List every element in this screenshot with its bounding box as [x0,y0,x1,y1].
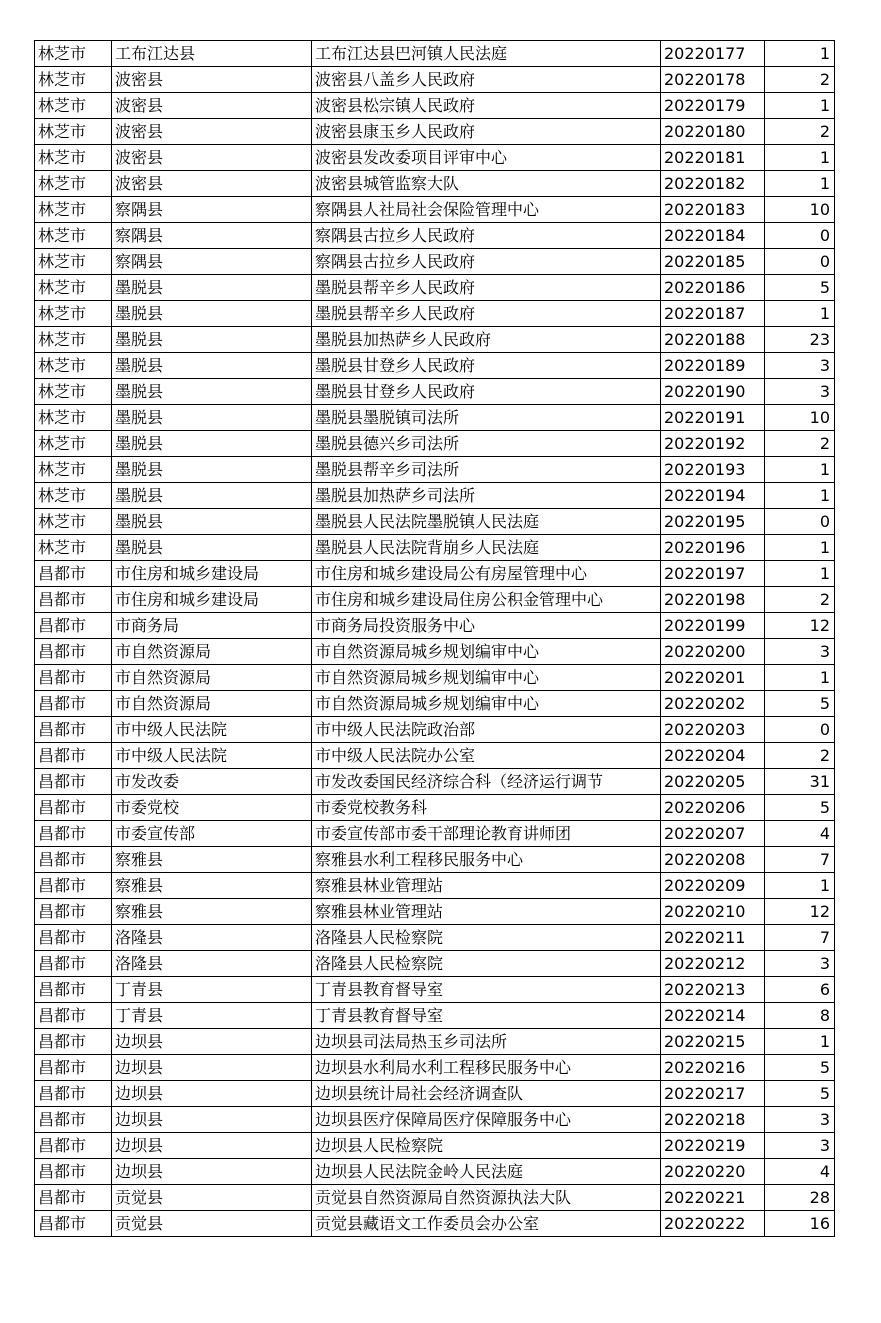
data-table [34,40,835,1237]
county-cell: 墨脱县 [112,275,312,301]
unit-cell: 市发改委国民经济综合科（经济运行调节 [312,769,661,795]
unit-cell: 市中级人民法院政治部 [312,717,661,743]
table-row [35,93,835,119]
code-cell: 20220188 [661,327,765,353]
unit-cell: 市自然资源局城乡规划编审中心 [312,665,661,691]
count-cell: 4 [765,1159,835,1185]
code-cell: 20220180 [661,119,765,145]
city-cell: 林芝市 [35,223,112,249]
city-cell: 林芝市 [35,483,112,509]
table-row [35,873,835,899]
code-cell: 20220202 [661,691,765,717]
unit-cell: 波密县松宗镇人民政府 [312,93,661,119]
city-cell: 昌都市 [35,1003,112,1029]
code-cell: 20220215 [661,1029,765,1055]
city-cell: 昌都市 [35,1133,112,1159]
county-cell: 市住房和城乡建设局 [112,587,312,613]
county-cell: 察隅县 [112,197,312,223]
city-cell: 林芝市 [35,431,112,457]
count-cell: 1 [765,1029,835,1055]
county-cell: 贡觉县 [112,1211,312,1237]
city-cell: 昌都市 [35,691,112,717]
county-cell: 边坝县 [112,1159,312,1185]
county-cell: 波密县 [112,93,312,119]
count-cell: 3 [765,639,835,665]
county-cell: 边坝县 [112,1055,312,1081]
table-row [35,795,835,821]
unit-cell: 市委党校教务科 [312,795,661,821]
unit-cell: 市住房和城乡建设局住房公积金管理中心 [312,587,661,613]
count-cell: 8 [765,1003,835,1029]
unit-cell: 察雅县水利工程移民服务中心 [312,847,661,873]
code-cell: 20220201 [661,665,765,691]
county-cell: 市自然资源局 [112,691,312,717]
table-row [35,951,835,977]
code-cell: 20220185 [661,249,765,275]
count-cell: 2 [765,67,835,93]
table-row [35,41,835,67]
city-cell: 昌都市 [35,795,112,821]
county-cell: 丁青县 [112,977,312,1003]
code-cell: 20220189 [661,353,765,379]
code-cell: 20220182 [661,171,765,197]
table-row [35,743,835,769]
unit-cell: 边坝县统计局社会经济调查队 [312,1081,661,1107]
city-cell: 林芝市 [35,327,112,353]
count-cell: 2 [765,743,835,769]
county-cell: 市委宣传部 [112,821,312,847]
city-cell: 林芝市 [35,249,112,275]
count-cell: 2 [765,119,835,145]
unit-cell: 察隅县人社局社会保险管理中心 [312,197,661,223]
city-cell: 昌都市 [35,665,112,691]
unit-cell: 市中级人民法院办公室 [312,743,661,769]
table-row [35,67,835,93]
table-row [35,275,835,301]
count-cell: 3 [765,951,835,977]
table-row [35,717,835,743]
count-cell: 1 [765,457,835,483]
table-row [35,847,835,873]
county-cell: 墨脱县 [112,405,312,431]
county-cell: 察雅县 [112,899,312,925]
code-cell: 20220198 [661,587,765,613]
city-cell: 林芝市 [35,171,112,197]
count-cell: 5 [765,691,835,717]
table-row [35,977,835,1003]
code-cell: 20220214 [661,1003,765,1029]
unit-cell: 市自然资源局城乡规划编审中心 [312,639,661,665]
count-cell: 5 [765,795,835,821]
count-cell: 1 [765,873,835,899]
table-row [35,405,835,431]
county-cell: 波密县 [112,119,312,145]
county-cell: 边坝县 [112,1133,312,1159]
code-cell: 20220196 [661,535,765,561]
city-cell: 林芝市 [35,67,112,93]
code-cell: 20220200 [661,639,765,665]
unit-cell: 波密县康玉乡人民政府 [312,119,661,145]
city-cell: 昌都市 [35,873,112,899]
county-cell: 波密县 [112,171,312,197]
count-cell: 2 [765,431,835,457]
unit-cell: 边坝县水利局水利工程移民服务中心 [312,1055,661,1081]
count-cell: 1 [765,535,835,561]
unit-cell: 墨脱县德兴乡司法所 [312,431,661,457]
unit-cell: 墨脱县人民法院墨脱镇人民法庭 [312,509,661,535]
unit-cell: 墨脱县帮辛乡人民政府 [312,275,661,301]
table-row [35,483,835,509]
count-cell: 0 [765,509,835,535]
count-cell: 12 [765,613,835,639]
unit-cell: 墨脱县帮辛乡人民政府 [312,301,661,327]
count-cell: 10 [765,405,835,431]
table-row [35,587,835,613]
unit-cell: 边坝县医疗保障局医疗保障服务中心 [312,1107,661,1133]
count-cell: 5 [765,275,835,301]
unit-cell: 察隅县古拉乡人民政府 [312,249,661,275]
table-row [35,1159,835,1185]
table-row [35,1081,835,1107]
unit-cell: 波密县八盖乡人民政府 [312,67,661,93]
unit-cell: 丁青县教育督导室 [312,977,661,1003]
unit-cell: 市商务局投资服务中心 [312,613,661,639]
unit-cell: 察雅县林业管理站 [312,899,661,925]
city-cell: 昌都市 [35,769,112,795]
county-cell: 市住房和城乡建设局 [112,561,312,587]
count-cell: 16 [765,1211,835,1237]
county-cell: 墨脱县 [112,457,312,483]
county-cell: 市中级人民法院 [112,743,312,769]
table-row [35,197,835,223]
unit-cell: 察隅县古拉乡人民政府 [312,223,661,249]
code-cell: 20220186 [661,275,765,301]
county-cell: 墨脱县 [112,509,312,535]
table-row [35,223,835,249]
code-cell: 20220183 [661,197,765,223]
city-cell: 林芝市 [35,509,112,535]
code-cell: 20220199 [661,613,765,639]
city-cell: 林芝市 [35,457,112,483]
table-row [35,1133,835,1159]
city-cell: 昌都市 [35,561,112,587]
code-cell: 20220204 [661,743,765,769]
city-cell: 林芝市 [35,41,112,67]
count-cell: 23 [765,327,835,353]
city-cell: 昌都市 [35,847,112,873]
city-cell: 昌都市 [35,951,112,977]
city-cell: 昌都市 [35,1211,112,1237]
table-row [35,327,835,353]
count-cell: 6 [765,977,835,1003]
code-cell: 20220221 [661,1185,765,1211]
table-row [35,1185,835,1211]
city-cell: 昌都市 [35,1185,112,1211]
count-cell: 7 [765,847,835,873]
count-cell: 1 [765,41,835,67]
city-cell: 林芝市 [35,405,112,431]
unit-cell: 贡觉县藏语文工作委员会办公室 [312,1211,661,1237]
table-row [35,639,835,665]
count-cell: 1 [765,301,835,327]
county-cell: 市自然资源局 [112,639,312,665]
unit-cell: 市自然资源局城乡规划编审中心 [312,691,661,717]
code-cell: 20220177 [661,41,765,67]
county-cell: 边坝县 [112,1029,312,1055]
code-cell: 20220203 [661,717,765,743]
code-cell: 20220218 [661,1107,765,1133]
table-row [35,1107,835,1133]
table-row [35,249,835,275]
county-cell: 墨脱县 [112,301,312,327]
code-cell: 20220207 [661,821,765,847]
unit-cell: 工布江达县巴河镇人民法庭 [312,41,661,67]
unit-cell: 墨脱县人民法院背崩乡人民法庭 [312,535,661,561]
unit-cell: 洛隆县人民检察院 [312,951,661,977]
table-row [35,535,835,561]
county-cell: 丁青县 [112,1003,312,1029]
count-cell: 1 [765,483,835,509]
code-cell: 20220184 [661,223,765,249]
unit-cell: 边坝县人民检察院 [312,1133,661,1159]
county-cell: 工布江达县 [112,41,312,67]
city-cell: 林芝市 [35,197,112,223]
city-cell: 昌都市 [35,743,112,769]
county-cell: 墨脱县 [112,535,312,561]
code-cell: 20220219 [661,1133,765,1159]
unit-cell: 墨脱县甘登乡人民政府 [312,379,661,405]
county-cell: 边坝县 [112,1107,312,1133]
code-cell: 20220209 [661,873,765,899]
unit-cell: 波密县城管监察大队 [312,171,661,197]
table-row [35,171,835,197]
count-cell: 3 [765,379,835,405]
code-cell: 20220197 [661,561,765,587]
city-cell: 昌都市 [35,925,112,951]
unit-cell: 察雅县林业管理站 [312,873,661,899]
county-cell: 边坝县 [112,1081,312,1107]
city-cell: 昌都市 [35,821,112,847]
table-row [35,613,835,639]
unit-cell: 丁青县教育督导室 [312,1003,661,1029]
county-cell: 墨脱县 [112,431,312,457]
count-cell: 28 [765,1185,835,1211]
city-cell: 林芝市 [35,93,112,119]
count-cell: 1 [765,93,835,119]
count-cell: 1 [765,665,835,691]
city-cell: 林芝市 [35,535,112,561]
city-cell: 昌都市 [35,587,112,613]
table-row [35,899,835,925]
count-cell: 10 [765,197,835,223]
table-row [35,379,835,405]
table-row [35,665,835,691]
code-cell: 20220179 [661,93,765,119]
table-row [35,353,835,379]
count-cell: 1 [765,171,835,197]
code-cell: 20220194 [661,483,765,509]
code-cell: 20220192 [661,431,765,457]
code-cell: 20220206 [661,795,765,821]
table-row [35,1029,835,1055]
county-cell: 市商务局 [112,613,312,639]
unit-cell: 边坝县司法局热玉乡司法所 [312,1029,661,1055]
county-cell: 市委党校 [112,795,312,821]
code-cell: 20220187 [661,301,765,327]
count-cell: 0 [765,717,835,743]
table-row [35,431,835,457]
table-row [35,769,835,795]
county-cell: 墨脱县 [112,379,312,405]
city-cell: 昌都市 [35,1081,112,1107]
count-cell: 4 [765,821,835,847]
county-cell: 波密县 [112,145,312,171]
county-cell: 察雅县 [112,847,312,873]
county-cell: 洛隆县 [112,925,312,951]
count-cell: 0 [765,249,835,275]
table-row [35,691,835,717]
count-cell: 3 [765,1133,835,1159]
county-cell: 察隅县 [112,223,312,249]
table-row [35,119,835,145]
city-cell: 昌都市 [35,1107,112,1133]
city-cell: 昌都市 [35,977,112,1003]
city-cell: 林芝市 [35,275,112,301]
code-cell: 20220220 [661,1159,765,1185]
county-cell: 察隅县 [112,249,312,275]
unit-cell: 市委宣传部市委干部理论教育讲师团 [312,821,661,847]
code-cell: 20220190 [661,379,765,405]
code-cell: 20220213 [661,977,765,1003]
count-cell: 5 [765,1055,835,1081]
unit-cell: 洛隆县人民检察院 [312,925,661,951]
unit-cell: 墨脱县加热萨乡司法所 [312,483,661,509]
count-cell: 1 [765,145,835,171]
count-cell: 12 [765,899,835,925]
table-row [35,1055,835,1081]
city-cell: 昌都市 [35,1055,112,1081]
code-cell: 20220210 [661,899,765,925]
count-cell: 1 [765,561,835,587]
city-cell: 昌都市 [35,639,112,665]
city-cell: 昌都市 [35,1029,112,1055]
county-cell: 市发改委 [112,769,312,795]
city-cell: 林芝市 [35,353,112,379]
count-cell: 7 [765,925,835,951]
county-cell: 贡觉县 [112,1185,312,1211]
count-cell: 5 [765,1081,835,1107]
code-cell: 20220212 [661,951,765,977]
city-cell: 昌都市 [35,613,112,639]
table-row [35,457,835,483]
city-cell: 昌都市 [35,1159,112,1185]
code-cell: 20220211 [661,925,765,951]
unit-cell: 边坝县人民法院金岭人民法庭 [312,1159,661,1185]
count-cell: 31 [765,769,835,795]
county-cell: 墨脱县 [112,483,312,509]
code-cell: 20220222 [661,1211,765,1237]
county-cell: 市中级人民法院 [112,717,312,743]
code-cell: 20220193 [661,457,765,483]
unit-cell: 市住房和城乡建设局公有房屋管理中心 [312,561,661,587]
county-cell: 波密县 [112,67,312,93]
county-cell: 墨脱县 [112,353,312,379]
code-cell: 20220191 [661,405,765,431]
table-row [35,301,835,327]
city-cell: 林芝市 [35,379,112,405]
table-row [35,509,835,535]
code-cell: 20220217 [661,1081,765,1107]
count-cell: 3 [765,1107,835,1133]
code-cell: 20220181 [661,145,765,171]
table-row [35,1003,835,1029]
code-cell: 20220195 [661,509,765,535]
unit-cell: 墨脱县甘登乡人民政府 [312,353,661,379]
unit-cell: 贡觉县自然资源局自然资源执法大队 [312,1185,661,1211]
count-cell: 0 [765,223,835,249]
code-cell: 20220205 [661,769,765,795]
code-cell: 20220208 [661,847,765,873]
unit-cell: 墨脱县帮辛乡司法所 [312,457,661,483]
code-cell: 20220178 [661,67,765,93]
table-body [35,41,835,1237]
city-cell: 昌都市 [35,899,112,925]
county-cell: 市自然资源局 [112,665,312,691]
city-cell: 昌都市 [35,717,112,743]
county-cell: 察雅县 [112,873,312,899]
unit-cell: 墨脱县墨脱镇司法所 [312,405,661,431]
code-cell: 20220216 [661,1055,765,1081]
county-cell: 洛隆县 [112,951,312,977]
count-cell: 2 [765,587,835,613]
county-cell: 墨脱县 [112,327,312,353]
city-cell: 林芝市 [35,301,112,327]
city-cell: 林芝市 [35,145,112,171]
city-cell: 林芝市 [35,119,112,145]
unit-cell: 墨脱县加热萨乡人民政府 [312,327,661,353]
table-row [35,561,835,587]
table-row [35,821,835,847]
table-row [35,145,835,171]
count-cell: 3 [765,353,835,379]
table-row [35,1211,835,1237]
table-row [35,925,835,951]
unit-cell: 波密县发改委项目评审中心 [312,145,661,171]
